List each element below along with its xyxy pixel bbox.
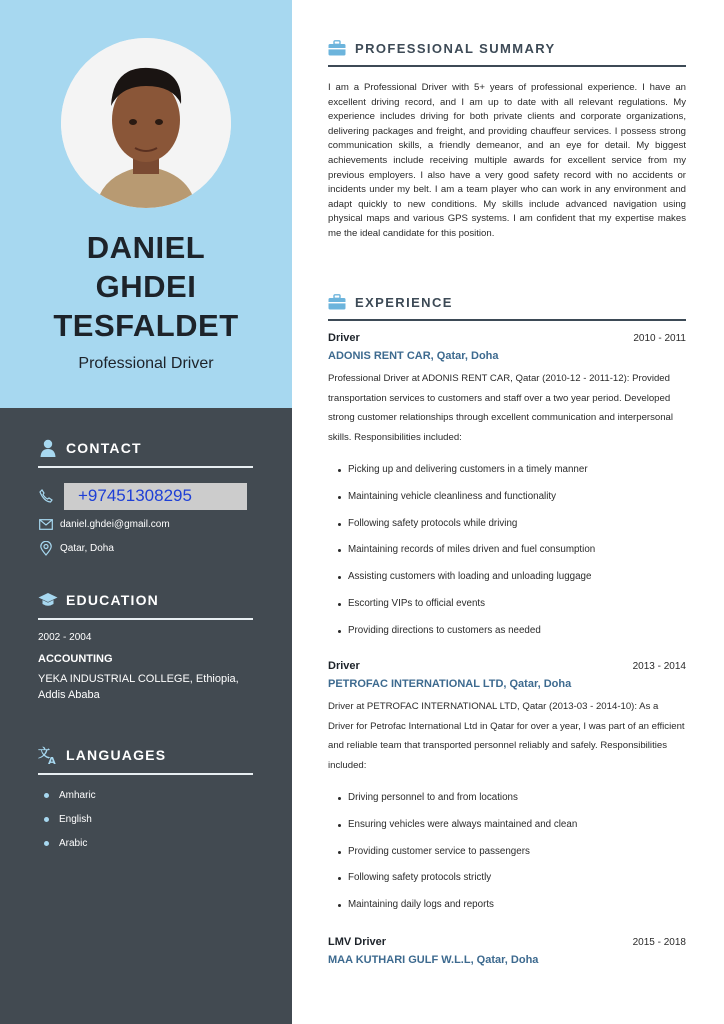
language-item xyxy=(38,807,253,831)
location-pin-icon xyxy=(38,540,54,556)
job-entry xyxy=(328,660,686,919)
job-header xyxy=(328,936,686,948)
language-name: Arabic xyxy=(59,837,88,849)
education-degree: ACCOUNTING xyxy=(38,653,113,665)
email-address[interactable]: daniel.ghdei@gmail.com xyxy=(60,518,170,530)
job-years: 2010 - 2011 xyxy=(633,333,686,344)
languages-divider xyxy=(38,773,253,775)
bullet-dot xyxy=(44,817,49,822)
name-line-middle: GHDEI xyxy=(95,269,197,304)
job-description: Professional Driver at ADONIS RENT CAR, Qatar (2010-12 - 2011-12): Provided transportation services to customers and staff over a two year period. Developed strong customer relationships through excellent communication and interpersonal skills. Responsibilities included: xyxy=(328,373,674,443)
experience-heading-text: EXPERIENCE xyxy=(355,294,453,310)
job-entry xyxy=(328,936,686,966)
experience-heading xyxy=(328,291,686,313)
job-years: 2013 - 2014 xyxy=(632,661,686,672)
job-years: 2015 - 2018 xyxy=(632,937,686,948)
list-item: Following safety protocols strictly xyxy=(328,865,686,892)
summary-heading-text: PROFESSIONAL SUMMARY xyxy=(355,40,556,56)
languages-section xyxy=(38,743,253,855)
list-item: Providing customer service to passengers xyxy=(328,839,686,866)
name-line-first: DANIEL xyxy=(86,230,206,265)
job-header xyxy=(328,332,686,344)
contact-section xyxy=(38,436,253,560)
list-item: Maintaining records of miles driven and fuel consumption xyxy=(328,537,686,564)
contact-divider xyxy=(38,466,253,468)
summary-section xyxy=(328,37,686,242)
list-item: Picking up and delivering customers in a timely manner xyxy=(328,457,686,484)
languages-heading-text: LANGUAGES xyxy=(66,747,167,763)
job-company: MAA KUTHARI GULF W.L.L, Qatar, Doha xyxy=(328,954,539,966)
list-item: Providing directions to customers as needed xyxy=(328,618,686,645)
job-role: Driver xyxy=(328,660,360,672)
language-name: Amharic xyxy=(59,789,96,801)
phone-icon xyxy=(38,488,54,504)
name-line-last: TESFALDET xyxy=(53,308,239,343)
phone-number[interactable]: +97451308295 xyxy=(64,483,247,510)
contact-heading xyxy=(38,436,253,460)
job-company: ADONIS RENT CAR, Qatar, Doha xyxy=(328,350,499,362)
envelope-icon xyxy=(38,516,54,532)
candidate-name xyxy=(0,228,292,345)
job-header xyxy=(328,660,686,672)
experience-divider xyxy=(328,319,686,321)
summary-heading xyxy=(328,37,686,59)
list-item: Ensuring vehicles were always maintained and clean xyxy=(328,812,686,839)
language-item xyxy=(38,783,253,807)
education-heading xyxy=(38,588,253,612)
list-item: Maintaining vehicle cleanliness and functionality xyxy=(328,484,686,511)
person-icon xyxy=(38,438,58,458)
contact-email-row xyxy=(38,512,253,536)
summary-divider xyxy=(328,65,686,67)
svg-text:文: 文 xyxy=(38,746,51,760)
profile-photo xyxy=(61,38,231,208)
education-school: YEKA INDUSTRIAL COLLEGE, Ethiopia, Addis Ababa xyxy=(38,673,239,701)
list-item: Driving personnel to and from locations xyxy=(328,785,686,812)
briefcase-icon xyxy=(328,39,346,57)
job-responsibilities xyxy=(328,457,686,645)
education-heading-text: EDUCATION xyxy=(66,592,159,608)
list-item: Maintaining daily logs and reports xyxy=(328,892,686,919)
job-role: LMV Driver xyxy=(328,936,387,948)
svg-text:A: A xyxy=(48,756,56,765)
job-role: Driver xyxy=(328,332,360,344)
briefcase-icon xyxy=(328,293,346,311)
job-company: PETROFAC INTERNATIONAL LTD, Qatar, Doha xyxy=(328,678,572,690)
experience-section xyxy=(328,291,686,321)
list-item: Escorting VIPs to official events xyxy=(328,591,686,618)
list-item: Following safety protocols while driving xyxy=(328,511,686,538)
education-years: 2002 - 2004 xyxy=(38,632,92,643)
contact-heading-text: CONTACT xyxy=(66,440,142,456)
contact-location-row xyxy=(38,536,253,560)
candidate-title: Professional Driver xyxy=(78,355,214,372)
job-entry xyxy=(328,332,686,645)
translate-icon xyxy=(38,745,58,765)
sidebar xyxy=(0,0,292,1024)
bullet-dot xyxy=(44,793,49,798)
education-section xyxy=(38,588,253,703)
list-item: Assisting customers with loading and unloading luggage xyxy=(328,564,686,591)
language-item xyxy=(38,831,253,855)
bullet-dot xyxy=(44,841,49,846)
education-divider xyxy=(38,618,253,620)
language-name: English xyxy=(59,813,92,825)
graduation-cap-icon xyxy=(38,590,58,610)
contact-phone-row xyxy=(38,480,253,512)
location-text: Qatar, Doha xyxy=(60,542,114,554)
job-responsibilities xyxy=(328,785,686,919)
languages-heading xyxy=(38,743,253,767)
summary-text: I am a Professional Driver with 5+ years of professional experience. I have an excellent driving record, and I am up to date with all relevant regulations. My experience includes driving for both private clients and corporate organizations, delivering packages and freight, and providing chauffeur services. I possess strong communication skills, a friendly demeanor, and an eye for detail. My biggest achievements include receiving multiple awards for excellent service from my previous employers. I also have a very good safety record with no accidents or incidents under my belt. I am a team player who can work in any environment and adapt quickly to new conditions. My skills include advanced navigation using physical maps and various GPS systems. I am confident that my expertise makes me the ideal candidate for this position. xyxy=(328,82,686,239)
job-description: Driver at PETROFAC INTERNATIONAL LTD, Qatar (2013-03 - 2014-10): As a Driver for Petrofac International Ltd in Qatar for over a year, I was part of an efficient and reliable team that transported personnel reliably and safely. Responsibilities included: xyxy=(328,701,685,771)
sidebar-header xyxy=(0,0,292,408)
